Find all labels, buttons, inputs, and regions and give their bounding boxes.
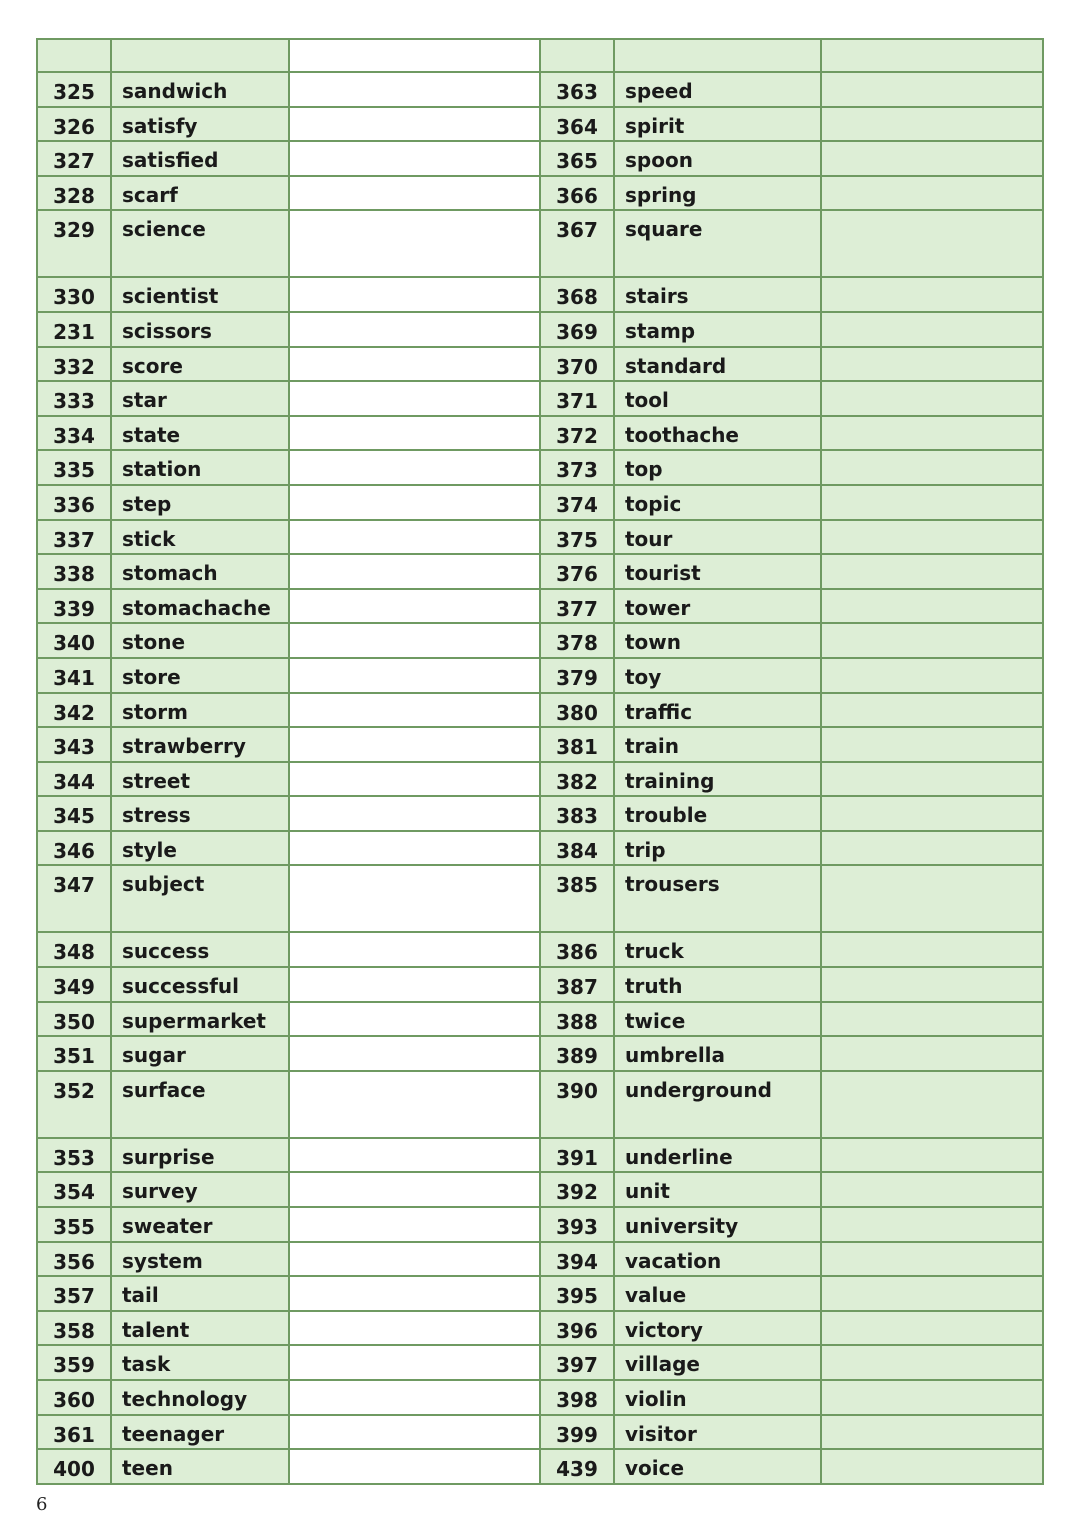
answer-cell-right	[821, 1449, 1043, 1484]
table-row	[37, 1345, 1043, 1380]
answer-cell-left	[289, 967, 540, 1002]
answer-cell-left	[289, 932, 540, 967]
table-row	[37, 485, 1043, 520]
row-number-right: 387	[540, 967, 614, 1002]
answer-cell-right	[821, 416, 1043, 451]
row-number-right: 392	[540, 1172, 614, 1207]
word-left: satisfied	[111, 141, 289, 176]
row-number-right: 398	[540, 1380, 614, 1415]
table-row	[37, 932, 1043, 967]
row-number-right: 364	[540, 107, 614, 142]
row-number-left: 348	[37, 932, 111, 967]
answer-cell-right	[821, 39, 1043, 72]
row-number-right: 367	[540, 210, 614, 277]
answer-cell-right	[821, 1036, 1043, 1071]
answer-cell-right	[821, 107, 1043, 142]
table-row	[37, 589, 1043, 624]
answer-cell-right	[821, 796, 1043, 831]
row-number-left: 336	[37, 485, 111, 520]
word-left: talent	[111, 1311, 289, 1346]
word-left: stick	[111, 520, 289, 555]
answer-cell-left	[289, 1172, 540, 1207]
answer-cell-right	[821, 932, 1043, 967]
answer-cell-left	[289, 1415, 540, 1450]
answer-cell-right	[821, 312, 1043, 347]
word-right: trousers	[614, 865, 821, 932]
word-right: underline	[614, 1138, 821, 1173]
row-number-right: 391	[540, 1138, 614, 1173]
row-number-right: 378	[540, 623, 614, 658]
word-left: system	[111, 1242, 289, 1277]
row-number-left: 400	[37, 1449, 111, 1484]
answer-cell-left	[289, 589, 540, 624]
vocabulary-table	[36, 38, 1044, 1485]
row-number-left: 346	[37, 831, 111, 866]
answer-cell-left	[289, 1311, 540, 1346]
word-left: successful	[111, 967, 289, 1002]
row-number-left: 339	[37, 589, 111, 624]
answer-cell-right	[821, 693, 1043, 728]
word-left: surprise	[111, 1138, 289, 1173]
row-number-left: 351	[37, 1036, 111, 1071]
word-left: step	[111, 485, 289, 520]
answer-cell-left	[289, 554, 540, 589]
row-number-right	[540, 39, 614, 72]
row-number-left: 345	[37, 796, 111, 831]
row-number-right: 390	[540, 1071, 614, 1138]
row-number-right: 393	[540, 1207, 614, 1242]
answer-cell-left	[289, 1345, 540, 1380]
word-right: top	[614, 450, 821, 485]
table-row	[37, 967, 1043, 1002]
table-row	[37, 1071, 1043, 1138]
answer-cell-right	[821, 1276, 1043, 1311]
row-number-right: 366	[540, 176, 614, 211]
answer-cell-right	[821, 1172, 1043, 1207]
word-left: scientist	[111, 277, 289, 312]
row-number-right: 374	[540, 485, 614, 520]
word-right: tourist	[614, 554, 821, 589]
row-number-right: 376	[540, 554, 614, 589]
table-row	[37, 693, 1043, 728]
word-left: teenager	[111, 1415, 289, 1450]
row-number-left: 334	[37, 416, 111, 451]
word-right: spirit	[614, 107, 821, 142]
answer-cell-left	[289, 277, 540, 312]
row-number-right: 375	[540, 520, 614, 555]
word-left: store	[111, 658, 289, 693]
word-right: toothache	[614, 416, 821, 451]
word-right: voice	[614, 1449, 821, 1484]
word-right: truck	[614, 932, 821, 967]
word-right: umbrella	[614, 1036, 821, 1071]
word-right: square	[614, 210, 821, 277]
answer-cell-left	[289, 107, 540, 142]
answer-cell-left	[289, 312, 540, 347]
answer-cell-left	[289, 796, 540, 831]
word-left: state	[111, 416, 289, 451]
answer-cell-left	[289, 1036, 540, 1071]
answer-cell-right	[821, 485, 1043, 520]
answer-cell-left	[289, 1002, 540, 1037]
answer-cell-left	[289, 485, 540, 520]
word-left: score	[111, 347, 289, 382]
row-number-right: 394	[540, 1242, 614, 1277]
answer-cell-right	[821, 865, 1043, 932]
row-number-left: 361	[37, 1415, 111, 1450]
answer-cell-left	[289, 658, 540, 693]
word-right: value	[614, 1276, 821, 1311]
row-number-left: 333	[37, 381, 111, 416]
table-row	[37, 107, 1043, 142]
word-left: supermarket	[111, 1002, 289, 1037]
word-left: surface	[111, 1071, 289, 1138]
table-row	[37, 1172, 1043, 1207]
table-row	[37, 1207, 1043, 1242]
table-row	[37, 865, 1043, 932]
answer-cell-left	[289, 1449, 540, 1484]
word-right: victory	[614, 1311, 821, 1346]
row-number-left: 343	[37, 727, 111, 762]
row-number-left: 231	[37, 312, 111, 347]
answer-cell-right	[821, 727, 1043, 762]
word-left: street	[111, 762, 289, 797]
word-right	[614, 39, 821, 72]
word-right: visitor	[614, 1415, 821, 1450]
answer-cell-left	[289, 1207, 540, 1242]
word-right: spring	[614, 176, 821, 211]
answer-cell-left	[289, 72, 540, 107]
row-number-right: 381	[540, 727, 614, 762]
table-row	[37, 1276, 1043, 1311]
word-left: stomachache	[111, 589, 289, 624]
word-right: stairs	[614, 277, 821, 312]
row-number-left: 353	[37, 1138, 111, 1173]
word-right: unit	[614, 1172, 821, 1207]
answer-cell-left	[289, 865, 540, 932]
row-number-left: 342	[37, 693, 111, 728]
row-number-left: 332	[37, 347, 111, 382]
table-row	[37, 381, 1043, 416]
word-left: sugar	[111, 1036, 289, 1071]
word-left: station	[111, 450, 289, 485]
row-number-left: 357	[37, 1276, 111, 1311]
word-right: spoon	[614, 141, 821, 176]
word-left: storm	[111, 693, 289, 728]
answer-cell-left	[289, 381, 540, 416]
table-row	[37, 658, 1043, 693]
answer-cell-right	[821, 1242, 1043, 1277]
table-row	[37, 312, 1043, 347]
row-number-right: 389	[540, 1036, 614, 1071]
table-row	[37, 416, 1043, 451]
word-right: town	[614, 623, 821, 658]
word-right: toy	[614, 658, 821, 693]
answer-cell-right	[821, 658, 1043, 693]
word-right: topic	[614, 485, 821, 520]
word-left: satisfy	[111, 107, 289, 142]
answer-cell-right	[821, 210, 1043, 277]
answer-cell-left	[289, 1276, 540, 1311]
answer-cell-left	[289, 39, 540, 72]
row-number-left: 354	[37, 1172, 111, 1207]
word-left: subject	[111, 865, 289, 932]
word-left: task	[111, 1345, 289, 1380]
answer-cell-right	[821, 831, 1043, 866]
row-number-right: 384	[540, 831, 614, 866]
table-row	[37, 727, 1043, 762]
answer-cell-left	[289, 1138, 540, 1173]
row-number-right: 373	[540, 450, 614, 485]
word-left: star	[111, 381, 289, 416]
answer-cell-right	[821, 967, 1043, 1002]
table-row	[37, 1311, 1043, 1346]
row-number-left: 350	[37, 1002, 111, 1037]
word-right: tower	[614, 589, 821, 624]
answer-cell-right	[821, 520, 1043, 555]
answer-cell-left	[289, 693, 540, 728]
row-number-left: 338	[37, 554, 111, 589]
table-row	[37, 1415, 1043, 1450]
row-number-right: 397	[540, 1345, 614, 1380]
answer-cell-right	[821, 1311, 1043, 1346]
row-number-left: 337	[37, 520, 111, 555]
answer-cell-left	[289, 210, 540, 277]
row-number-right: 439	[540, 1449, 614, 1484]
row-number-left: 330	[37, 277, 111, 312]
row-number-left: 327	[37, 141, 111, 176]
word-left: tail	[111, 1276, 289, 1311]
table-row	[37, 1036, 1043, 1071]
table-row	[37, 72, 1043, 107]
answer-cell-left	[289, 623, 540, 658]
answer-cell-left	[289, 176, 540, 211]
table-row	[37, 1242, 1043, 1277]
answer-cell-right	[821, 176, 1043, 211]
row-number-right: 368	[540, 277, 614, 312]
row-number-left: 340	[37, 623, 111, 658]
row-number-left	[37, 39, 111, 72]
row-number-right: 388	[540, 1002, 614, 1037]
row-number-right: 395	[540, 1276, 614, 1311]
word-right: train	[614, 727, 821, 762]
answer-cell-left	[289, 762, 540, 797]
word-left: success	[111, 932, 289, 967]
word-left: stomach	[111, 554, 289, 589]
row-number-right: 377	[540, 589, 614, 624]
word-left: teen	[111, 1449, 289, 1484]
vocabulary-table-body	[37, 39, 1043, 1484]
row-number-right: 369	[540, 312, 614, 347]
answer-cell-right	[821, 1002, 1043, 1037]
answer-cell-right	[821, 1380, 1043, 1415]
word-right: trouble	[614, 796, 821, 831]
word-right: tool	[614, 381, 821, 416]
table-row	[37, 210, 1043, 277]
row-number-right: 365	[540, 141, 614, 176]
answer-cell-right	[821, 381, 1043, 416]
word-left: stone	[111, 623, 289, 658]
row-number-right: 363	[540, 72, 614, 107]
table-row	[37, 1380, 1043, 1415]
row-number-right: 399	[540, 1415, 614, 1450]
table-row	[37, 623, 1043, 658]
answer-cell-left	[289, 347, 540, 382]
answer-cell-left	[289, 416, 540, 451]
table-row	[37, 1002, 1043, 1037]
word-left: scarf	[111, 176, 289, 211]
table-row	[37, 796, 1043, 831]
row-number-right: 370	[540, 347, 614, 382]
answer-cell-right	[821, 1345, 1043, 1380]
row-number-left: 344	[37, 762, 111, 797]
header-row	[37, 39, 1043, 72]
word-right: speed	[614, 72, 821, 107]
word-left: survey	[111, 1172, 289, 1207]
word-right: twice	[614, 1002, 821, 1037]
word-right: truth	[614, 967, 821, 1002]
answer-cell-right	[821, 1415, 1043, 1450]
answer-cell-left	[289, 727, 540, 762]
row-number-right: 372	[540, 416, 614, 451]
row-number-right: 385	[540, 865, 614, 932]
answer-cell-right	[821, 141, 1043, 176]
row-number-right: 382	[540, 762, 614, 797]
row-number-right: 386	[540, 932, 614, 967]
row-number-left: 347	[37, 865, 111, 932]
table-row	[37, 520, 1043, 555]
answer-cell-right	[821, 762, 1043, 797]
answer-cell-right	[821, 623, 1043, 658]
answer-cell-left	[289, 520, 540, 555]
word-right: underground	[614, 1071, 821, 1138]
row-number-left: 341	[37, 658, 111, 693]
table-row	[37, 554, 1043, 589]
answer-cell-right	[821, 1138, 1043, 1173]
word-left: strawberry	[111, 727, 289, 762]
word-right: stamp	[614, 312, 821, 347]
answer-cell-left	[289, 1071, 540, 1138]
row-number-left: 335	[37, 450, 111, 485]
answer-cell-left	[289, 450, 540, 485]
word-left	[111, 39, 289, 72]
answer-cell-right	[821, 1207, 1043, 1242]
word-right: vacation	[614, 1242, 821, 1277]
table-row	[37, 831, 1043, 866]
answer-cell-right	[821, 277, 1043, 312]
word-right: tour	[614, 520, 821, 555]
word-right: standard	[614, 347, 821, 382]
row-number-right: 371	[540, 381, 614, 416]
table-row	[37, 1449, 1043, 1484]
word-left: style	[111, 831, 289, 866]
row-number-left: 360	[37, 1380, 111, 1415]
answer-cell-right	[821, 347, 1043, 382]
row-number-left: 329	[37, 210, 111, 277]
table-row	[37, 347, 1043, 382]
word-right: violin	[614, 1380, 821, 1415]
table-row	[37, 450, 1043, 485]
word-right: village	[614, 1345, 821, 1380]
word-right: training	[614, 762, 821, 797]
answer-cell-right	[821, 450, 1043, 485]
word-left: science	[111, 210, 289, 277]
word-left: technology	[111, 1380, 289, 1415]
table-row	[37, 277, 1043, 312]
word-left: stress	[111, 796, 289, 831]
page-number: 6	[36, 1494, 48, 1515]
row-number-right: 379	[540, 658, 614, 693]
answer-cell-left	[289, 1380, 540, 1415]
table-row	[37, 1138, 1043, 1173]
row-number-left: 355	[37, 1207, 111, 1242]
word-left: sandwich	[111, 72, 289, 107]
table-row	[37, 176, 1043, 211]
answer-cell-right	[821, 589, 1043, 624]
row-number-right: 380	[540, 693, 614, 728]
row-number-left: 359	[37, 1345, 111, 1380]
row-number-left: 326	[37, 107, 111, 142]
word-left: scissors	[111, 312, 289, 347]
table-row	[37, 762, 1043, 797]
answer-cell-right	[821, 72, 1043, 107]
answer-cell-right	[821, 554, 1043, 589]
answer-cell-left	[289, 1242, 540, 1277]
row-number-left: 358	[37, 1311, 111, 1346]
answer-cell-right	[821, 1071, 1043, 1138]
word-right: university	[614, 1207, 821, 1242]
row-number-left: 349	[37, 967, 111, 1002]
row-number-right: 396	[540, 1311, 614, 1346]
row-number-left: 352	[37, 1071, 111, 1138]
answer-cell-left	[289, 831, 540, 866]
row-number-left: 356	[37, 1242, 111, 1277]
word-right: traffic	[614, 693, 821, 728]
row-number-left: 328	[37, 176, 111, 211]
row-number-right: 383	[540, 796, 614, 831]
word-left: sweater	[111, 1207, 289, 1242]
row-number-left: 325	[37, 72, 111, 107]
table-row	[37, 141, 1043, 176]
word-right: trip	[614, 831, 821, 866]
answer-cell-left	[289, 141, 540, 176]
